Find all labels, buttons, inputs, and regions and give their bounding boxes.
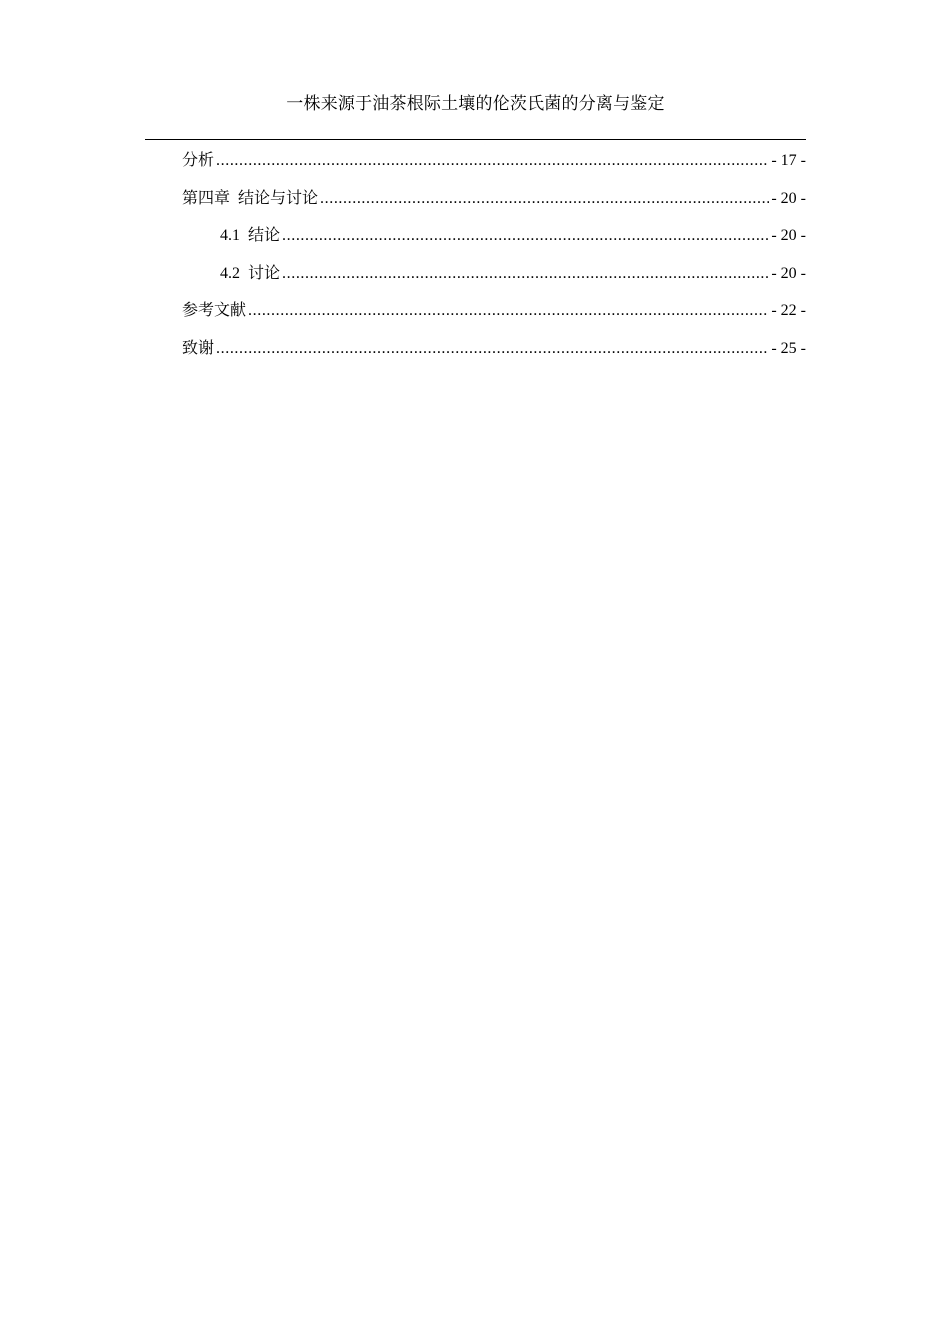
toc-entry-label: 4.2 讨论	[220, 264, 281, 282]
toc-dot-leader	[282, 224, 769, 248]
toc-dot-leader	[248, 299, 769, 323]
toc-entry-chapter-4[interactable]	[182, 187, 806, 225]
toc-entry-section-4-1[interactable]	[182, 224, 806, 262]
toc-entry-section-4-2[interactable]	[182, 262, 806, 300]
toc-entry-page: - 20 -	[771, 189, 806, 207]
toc-entry-references[interactable]	[182, 299, 806, 337]
toc-entry-label: 参考文献	[182, 302, 247, 319]
table-of-contents	[182, 149, 806, 374]
toc-dot-leader	[216, 149, 769, 173]
toc-entry-page: - 25 -	[771, 339, 806, 357]
header-rule	[145, 139, 806, 140]
toc-entry-label: 分析	[182, 152, 215, 169]
page-header-title: 一株来源于油茶根际土壤的伦茨氏菌的分离与鉴定	[286, 94, 665, 113]
toc-dot-leader	[216, 337, 769, 361]
toc-entry-page: - 20 -	[771, 264, 806, 282]
toc-entry-label: 4.1 结论	[220, 227, 281, 244]
toc-entry-acknowledgements[interactable]	[182, 337, 806, 375]
toc-entry-page: - 22 -	[771, 302, 806, 319]
toc-entry-label: 第四章 结论与讨论	[182, 189, 319, 207]
toc-entry-page: - 20 -	[771, 227, 806, 244]
toc-entry-analysis[interactable]	[182, 149, 806, 187]
toc-dot-leader	[320, 187, 769, 211]
toc-entry-page: - 17 -	[771, 152, 806, 169]
toc-entry-label: 致谢	[182, 339, 215, 357]
toc-dot-leader	[282, 262, 769, 286]
